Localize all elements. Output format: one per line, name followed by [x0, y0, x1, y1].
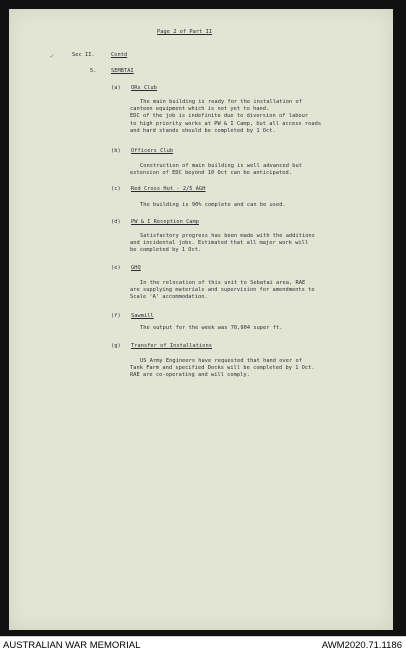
- item-body-line: Tank Farm and specified Docks will be completed by 1 Oct.: [130, 365, 315, 372]
- item-title: Transfer of Installations: [131, 343, 212, 349]
- page-header: Page 2 of Part II: [157, 29, 213, 35]
- item-letter: (e): [111, 265, 121, 271]
- item-body-line: RAE are co-operating and will comply.: [130, 372, 250, 379]
- item-letter: (d): [111, 219, 121, 225]
- item-title: ORs Club: [131, 85, 157, 91]
- item-body-line: The main building is ready for the installation of: [140, 99, 302, 105]
- item-body-line: and incidental jobs. Estimated that all major work will: [130, 240, 309, 247]
- item-body-line: canteen equipment which is not yet to hand.: [130, 106, 270, 113]
- item-body-line: EDC of the job is indefinite due to diversion of labour: [130, 113, 309, 120]
- item-title: Officers Club: [131, 148, 174, 154]
- item-body-line: and hard stands should be completed by 1 Oct.: [130, 127, 276, 134]
- item-number: 5.: [90, 68, 97, 74]
- item-body-line: to high priority works at PW & I Camp, but all access roads: [130, 120, 322, 127]
- archive-footer: [0, 636, 406, 654]
- item-body-line: Satisfactory progress has been made with the additions: [140, 233, 315, 239]
- item-body-line: be completed by 1 Oct.: [130, 247, 202, 254]
- item-body-line: are supplying materials and supervision for amendments to: [130, 287, 315, 294]
- contd-label: Contd: [111, 52, 128, 58]
- location-heading: SEMBTAI: [111, 68, 134, 74]
- section-label: Sec II.: [72, 52, 95, 58]
- item-body-line: The building is 90% complete and can be used.: [140, 202, 286, 208]
- item-letter: (a): [111, 85, 121, 91]
- footer-accession-number: AWM2020.71.1186: [321, 640, 402, 651]
- footer-institution: AUSTRALIAN WAR MEMORIAL: [3, 640, 141, 651]
- item-body-line: Construction of main building is well advanced but: [140, 163, 302, 169]
- item-letter: (g): [111, 343, 121, 349]
- document-page: [9, 9, 393, 630]
- item-letter: (c): [111, 186, 121, 192]
- item-letter: (f): [111, 313, 121, 319]
- item-title: GHQ: [131, 265, 141, 271]
- item-body-line: In the relocation of this unit to Sebatai area, RAE: [140, 280, 306, 286]
- item-body-line: The output for the week was 70,904 super ft.: [140, 325, 283, 331]
- item-body-line: Scale 'A' accommodation.: [130, 294, 208, 301]
- item-letter: (b): [111, 148, 121, 154]
- item-body-line: extension of EDC beyond 10 Oct can be anticipated.: [130, 170, 292, 177]
- pencil-mark-icon: ✓: [50, 52, 55, 60]
- item-body-line: US Army Engineers have requested that hand over of: [140, 358, 302, 364]
- item-title: Sawmill: [131, 313, 154, 319]
- item-title: PW & I Reception Camp: [131, 219, 200, 225]
- item-title: Red Cross Hut - 2/5 AGH: [131, 186, 206, 192]
